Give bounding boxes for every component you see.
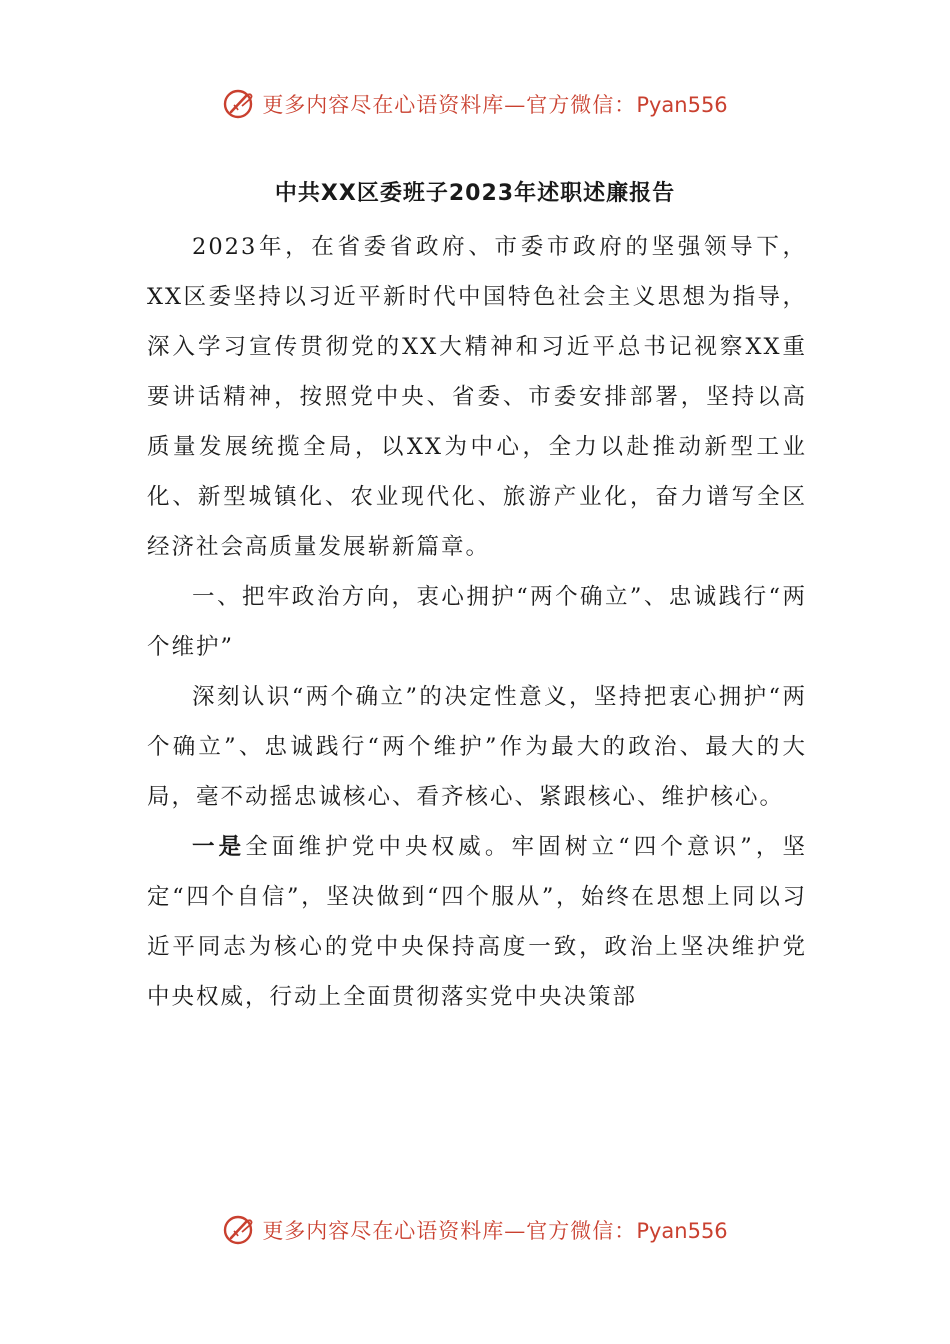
header-watermark: [0, 82, 950, 126]
paragraph-section-intro: [147, 672, 807, 822]
watermark-text: [262, 89, 727, 119]
document-body: [147, 222, 807, 1022]
paragraph-text: 深刻认识“两个确立”的决定性意义，坚持把衷心拥护“两个确立”、忠诚践行“两个维护”作为最大的政治、最大的大局，毫不动摇忠诚核心、看齐核心、紧跟核心、维护核心。: [147, 684, 807, 810]
paragraph-lead: 一是: [192, 834, 246, 860]
watermark-wechat-id: Pyan556: [636, 1219, 728, 1243]
watermark-wechat-id: Pyan556: [636, 93, 728, 117]
paragraph-intro: [147, 222, 807, 572]
quill-logo-icon: [222, 1213, 256, 1247]
paragraph-text: 全面维护党中央权威。牢固树立“四个意识”，坚定“四个自信”，坚决做到“四个服从”，始终在思想上同以习近平同志为核心的党中央保持高度一致，政治上坚决维护党中央权威，行动上全面贯彻落实党中央决策部: [147, 834, 807, 1010]
footer-watermark: [0, 1208, 950, 1252]
paragraph-text: 2023年，在省委省政府、市委市政府的坚强领导下，XX区委坚持以习近平新时代中国特色社会主义思想为指导，深入学习宣传贯彻党的XX大精神和习近平总书记视察XX重要讲话精神，按照党中央、省委、市委安排部署，坚持以高质量发展统揽全局，以XX为中心，全力以赴推动新型工业化、新型城镇化、农业现代化、旅游产业化，奋力谱写全区经济社会高质量发展崭新篇章。: [147, 234, 807, 560]
watermark-slogan: 更多内容尽在心语资料库—官方微信：: [262, 93, 637, 117]
paragraph-text: 一、把牢政治方向，衷心拥护“两个确立”、忠诚践行“两个维护”: [147, 584, 807, 660]
watermark-slogan: 更多内容尽在心语资料库—官方微信：: [262, 1219, 637, 1243]
watermark-text: [262, 1215, 727, 1245]
paragraph-point-one: [147, 822, 807, 1022]
quill-logo-icon: [222, 87, 256, 121]
document-title: 中共XX区委班子2023年述职述廉报告: [274, 181, 676, 206]
section-heading: [147, 572, 807, 672]
